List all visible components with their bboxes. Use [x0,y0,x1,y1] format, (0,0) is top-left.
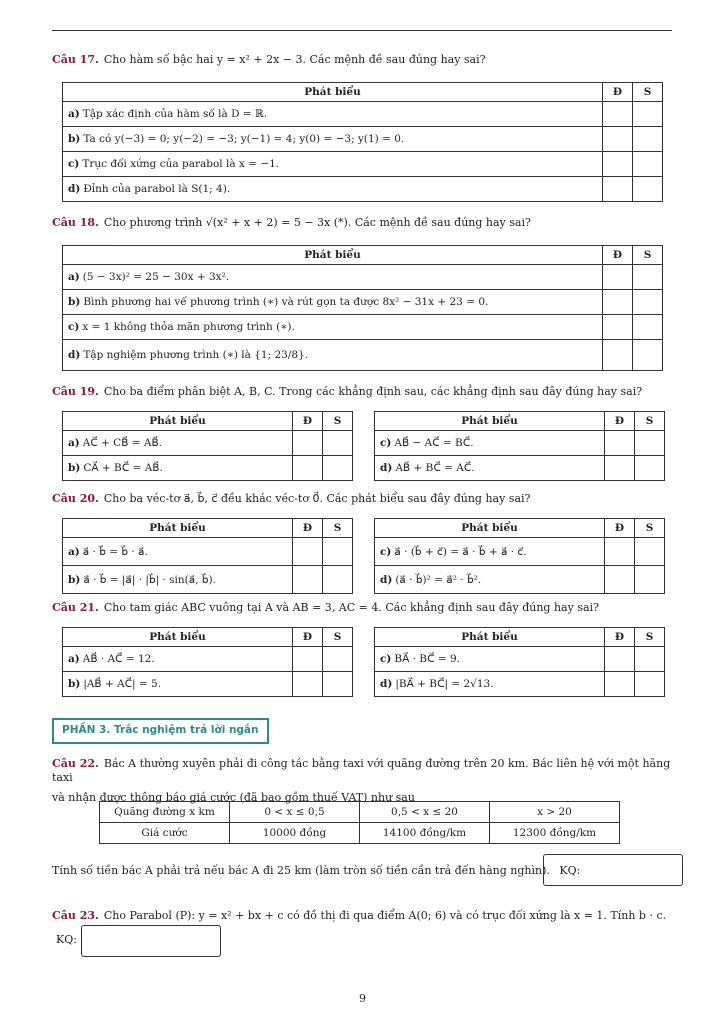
question-text: Cho phương trình √(x² + x + 2) = 5 − 3x (*). Các mệnh đề sau đúng hay sai? [103,216,531,229]
col-false: S [633,246,663,265]
table-row: a) (5 − 3x)² = 25 − 30x + 3x². [63,265,663,290]
false-checkbox[interactable] [633,127,663,152]
question-21 [52,601,599,615]
statement-text: Ta có y(−3) = 0; y(−2) = −3; y(−1) = 4; y(0) = −3; y(1) = 0. [83,133,405,145]
q20-table-left: Phát biểu Đ S a) a⃗ · b⃗ = b⃗ · a⃗. b) a⃗ · b⃗ = |a⃗| · |b⃗| · sin(a⃗, b⃗). [62,518,353,594]
false-checkbox[interactable] [633,152,663,177]
true-checkbox[interactable] [605,647,635,672]
question-number: Câu 23. [52,909,99,922]
question-text: Cho Parabol (P): y = x² + bx + c có đồ thị đi qua điểm A(0; 6) và có trục đối xứng là x = 1. Tính b · c. [103,909,667,922]
question-number: Câu 19. [52,385,99,398]
statement-text: (5 − 3x)² = 25 − 30x + 3x². [82,271,230,283]
question-22 [52,757,672,805]
question-17 [52,53,486,67]
false-checkbox[interactable] [633,265,663,290]
table-row: b) Bình phương hai vế phương trình (∗) và rút gọn ta được 8x² − 31x + 23 = 0. [63,290,663,315]
false-checkbox[interactable] [635,566,665,594]
col-false: S [633,83,663,102]
true-checkbox[interactable] [603,265,633,290]
q20-table-right: Phát biểu Đ S c) a⃗ · (b⃗ + c⃗) = a⃗ · b⃗ + a⃗ · c⃗. d) (a⃗ · b⃗)² = a⃗² · b⃗². [374,518,665,594]
false-checkbox[interactable] [635,647,665,672]
table-row: c) Trục đối xứng của parabol là x = −1. [63,152,663,177]
true-checkbox[interactable] [293,647,323,672]
question-18 [52,216,531,230]
question-text: Cho tam giác ABC vuông tại A và AB = 3, AC = 4. Các khẳng định sau đây đúng hay sai? [103,601,599,614]
true-checkbox[interactable] [605,431,635,456]
false-checkbox[interactable] [635,456,665,481]
question-number: Câu 17. [52,53,99,66]
question-text: Cho ba điểm phân biệt A, B, C. Trong các khẳng định sau, các khẳng định sau đây đúng hay sai? [103,385,643,398]
col-true: Đ [603,83,633,102]
table-row: a) a⃗ · b⃗ = b⃗ · a⃗. [63,538,353,566]
statement-text: Tập xác định của hàm số là D = ℝ. [82,108,268,120]
true-checkbox[interactable] [605,566,635,594]
table-row: Quãng đường x km 0 < x ≤ 0,5 0,5 < x ≤ 20 x > 20 [100,802,620,823]
true-checkbox[interactable] [603,127,633,152]
false-checkbox[interactable] [633,315,663,340]
true-checkbox[interactable] [293,538,323,566]
false-checkbox[interactable] [633,177,663,202]
answer-input-23[interactable] [81,925,221,957]
page-number: 9 [359,992,366,1005]
false-checkbox[interactable] [635,672,665,697]
false-checkbox[interactable] [323,538,353,566]
true-checkbox[interactable] [603,102,633,127]
false-checkbox[interactable] [323,672,353,697]
table-row: a) AB⃗ · AC⃗ = 12. [63,647,353,672]
statement-text: x = 1 không thỏa mãn phương trình (∗). [82,321,295,333]
question-number: Câu 18. [52,216,99,229]
true-checkbox[interactable] [605,538,635,566]
true-checkbox[interactable] [603,340,633,371]
table-row: Giá cước 10000 đồng 14100 đồng/km 12300 đồng/km [100,823,620,844]
question-number: Câu 22. [52,757,99,770]
table-row: d) Tập nghiệm phương trình (∗) là {1; 23/8}. [63,340,663,371]
question-text-line2: và nhận được thông báo giá cước (đã bao gồm thuế VAT) như sau [52,791,415,804]
table-row: b) Ta có y(−3) = 0; y(−2) = −3; y(−1) = 4; y(0) = −3; y(1) = 0. [63,127,663,152]
q18-table [62,245,663,371]
false-checkbox[interactable] [635,431,665,456]
table-row: d) AB⃗ + BC⃗ = AC⃗. [375,456,665,481]
answer-label: KQ: [559,864,581,877]
statement-text: Bình phương hai vế phương trình (∗) và rút gọn ta được 8x² − 31x + 23 = 0. [83,296,489,308]
answer-input-22[interactable] [543,854,683,886]
statement-text: Tập nghiệm phương trình (∗) là {1; 23/8}. [83,349,309,361]
true-checkbox[interactable] [603,315,633,340]
table-row: a) Tập xác định của hàm số là D = ℝ. [63,102,663,127]
question-text: Cho ba véc-tơ a⃗, b⃗, c⃗ đều khác véc-tơ 0⃗. Các phát biểu sau đây đúng hay sai? [103,492,531,505]
table-row: d) |BA⃗ + BC⃗| = 2√13. [375,672,665,697]
false-checkbox[interactable] [633,290,663,315]
true-checkbox[interactable] [605,456,635,481]
col-statement: Phát biểu [63,246,603,265]
false-checkbox[interactable] [323,566,353,594]
true-checkbox[interactable] [293,672,323,697]
table-row: d) (a⃗ · b⃗)² = a⃗² · b⃗². [375,566,665,594]
statement-text: Trục đối xứng của parabol là x = −1. [82,158,280,170]
table-row: c) x = 1 không thỏa mãn phương trình (∗). [63,315,663,340]
section-3-heading: PHẦN 3. Trắc nghiệm trả lời ngắn [52,718,269,744]
table-row: b) CA⃗ + BC⃗ = AB⃗. [63,456,353,481]
q19-table-left: Phát biểu Đ S a) AC⃗ + CB⃗ = AB⃗. b) CA⃗ + BC⃗ = AB⃗. [62,411,353,481]
true-checkbox[interactable] [293,456,323,481]
false-checkbox[interactable] [633,340,663,371]
question-number: Câu 20. [52,492,99,505]
question-number: Câu 21. [52,601,99,614]
true-checkbox[interactable] [603,152,633,177]
q17-table [62,82,663,202]
question-23 [52,909,672,923]
table-row: b) |AB⃗ + AC⃗| = 5. [63,672,353,697]
true-checkbox[interactable] [605,672,635,697]
question-22-ask: Tính số tiền bác A phải trả nếu bác A đi 25 km (làm tròn số tiền cần trả đến hàng nghìn). KQ: [52,864,581,877]
table-row: c) a⃗ · (b⃗ + c⃗) = a⃗ · b⃗ + a⃗ · c⃗. [375,538,665,566]
true-checkbox[interactable] [603,290,633,315]
question-20 [52,492,530,506]
true-checkbox[interactable] [293,431,323,456]
table-row: c) AB⃗ − AC⃗ = BC⃗. [375,431,665,456]
header-rule [52,30,672,31]
question-text-line1: Bác A thường xuyên phải đi công tác bằng taxi với quãng đường trên 20 km. Bác liên hệ với một hãng taxi [52,757,671,784]
question-19 [52,385,642,399]
table-row: c) BA⃗ · BC⃗ = 9. [375,647,665,672]
false-checkbox[interactable] [323,431,353,456]
fare-table [99,801,620,844]
q19-table-right: Phát biểu Đ S c) AB⃗ − AC⃗ = BC⃗. d) AB⃗ + BC⃗ = AC⃗. [374,411,665,481]
col-statement: Phát biểu [63,83,603,102]
false-checkbox[interactable] [633,102,663,127]
q21-table-left: Phát biểu Đ S a) AB⃗ · AC⃗ = 12. b) |AB⃗ + AC⃗| = 5. [62,627,353,697]
q21-table-right: Phát biểu Đ S c) BA⃗ · BC⃗ = 9. d) |BA⃗ + BC⃗| = 2√13. [374,627,665,697]
table-row: a) AC⃗ + CB⃗ = AB⃗. [63,431,353,456]
table-row: b) a⃗ · b⃗ = |a⃗| · |b⃗| · sin(a⃗, b⃗). [63,566,353,594]
false-checkbox[interactable] [635,538,665,566]
col-true: Đ [603,246,633,265]
statement-text: Đỉnh của parabol là S(1; 4). [83,183,231,195]
table-row: d) Đỉnh của parabol là S(1; 4). [63,177,663,202]
true-checkbox[interactable] [603,177,633,202]
false-checkbox[interactable] [323,647,353,672]
false-checkbox[interactable] [323,456,353,481]
question-text: Cho hàm số bậc hai y = x² + 2x − 3. Các mệnh đề sau đúng hay sai? [103,53,486,66]
true-checkbox[interactable] [293,566,323,594]
answer-label: KQ: [56,933,77,946]
